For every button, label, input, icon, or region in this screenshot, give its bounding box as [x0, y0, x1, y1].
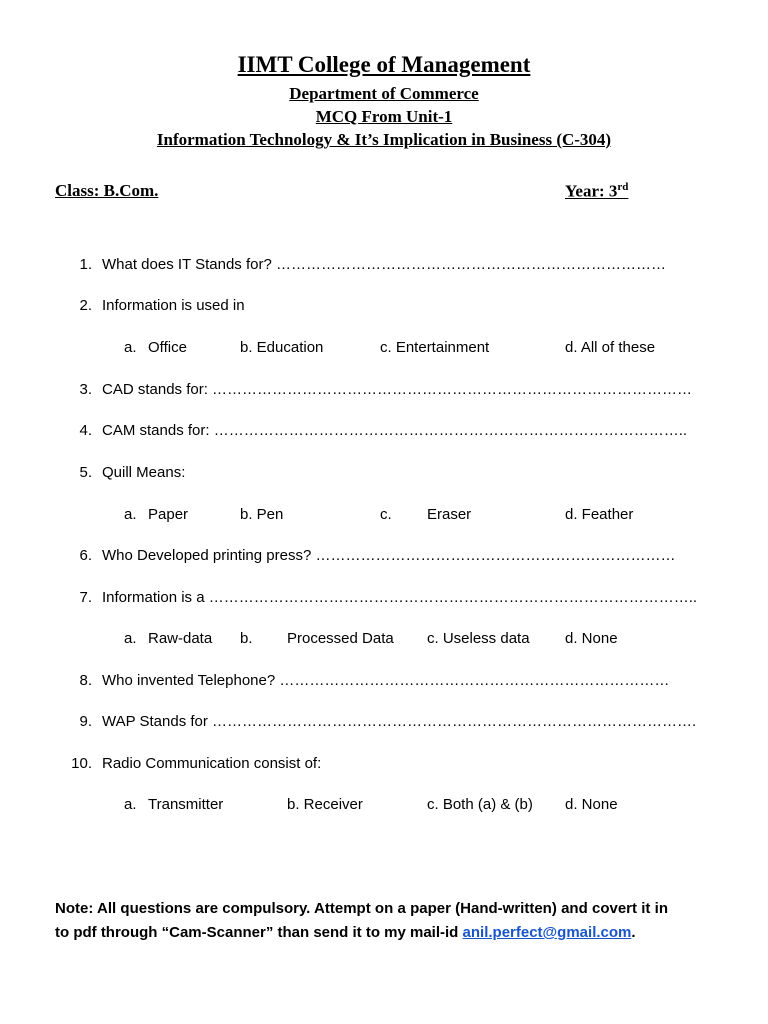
year-superscript: rd — [617, 181, 629, 193]
q7-option-b-letter: b. — [240, 630, 253, 647]
question-number: 5. — [79, 464, 92, 481]
q2-option-b: b. Education — [240, 339, 324, 356]
q7-option-d: d. None — [565, 630, 618, 647]
q5-option-a-letter: a. — [124, 506, 137, 523]
question-text: CAM stands for: ………………………………………………………………………………….. — [102, 422, 688, 439]
question-text: WAP Stands for ……………………………………………………………………………………. — [102, 713, 697, 730]
q7-option-a-letter: a. — [124, 630, 137, 647]
q7-option-b: Processed Data — [287, 630, 394, 647]
question-number: 4. — [79, 422, 92, 439]
question-text: Who Developed printing press? ……………………………………………………………… — [102, 547, 676, 564]
q5-option-a: Paper — [148, 506, 189, 523]
question-number: 1. — [79, 256, 92, 273]
question-text: Information is used in — [102, 297, 245, 314]
q10-option-a: Transmitter — [148, 796, 224, 813]
email-link[interactable]: anil.perfect@gmail.com — [462, 924, 632, 941]
question-number: 9. — [79, 713, 92, 730]
question-text: What does IT Stands for? …………………………………………………………………… — [102, 256, 666, 273]
q10-option-c: c. Both (a) & (b) — [427, 796, 533, 813]
question-text: CAD stands for: …………………………………………………………………………………… — [102, 381, 693, 398]
question-number: 2. — [79, 297, 92, 314]
q7-option-c: c. Useless data — [427, 630, 530, 647]
note-end: . — [631, 924, 636, 941]
class-label: Class: B.Com. — [55, 181, 159, 200]
q5-option-c: Eraser — [427, 506, 472, 523]
mcq-heading: MCQ From Unit-1 — [315, 107, 453, 126]
question-number: 8. — [79, 672, 92, 689]
q5-option-b: b. Pen — [240, 506, 284, 523]
q5-option-d: d. Feather — [565, 506, 634, 523]
year-label — [565, 181, 628, 202]
q10-option-d: d. None — [565, 796, 618, 813]
instructions-note — [55, 897, 668, 945]
question-text: Who invented Telephone? …………………………………………………………………… — [102, 672, 670, 689]
q2-option-a: Office — [148, 339, 187, 356]
subject-heading: Information Technology & It’s Implication in Business (C-304) — [156, 130, 612, 149]
year-text: Year: 3 — [565, 181, 618, 201]
q2-option-d: d. All of these — [565, 339, 656, 356]
question-number: 6. — [79, 547, 92, 564]
question-number: 7. — [79, 589, 92, 606]
question-number: 10. — [71, 755, 92, 772]
q2-option-a-letter: a. — [124, 339, 137, 356]
question-number: 3. — [79, 381, 92, 398]
q7-option-a: Raw-data — [148, 630, 213, 647]
question-text: Quill Means: — [102, 464, 186, 481]
question-text: Radio Communication consist of: — [102, 755, 322, 772]
department-heading: Department of Commerce — [289, 84, 479, 103]
question-text: Information is a …………………………………………………………………………………….. — [102, 589, 698, 606]
college-title: IIMT College of Management — [237, 52, 531, 77]
q2-option-c: c. Entertainment — [380, 339, 490, 356]
q10-option-b: b. Receiver — [287, 796, 363, 813]
note-text: Note: All questions are compulsory. Attempt on a paper (Hand-written) and covert it in to pdf through “Cam-Scanner” than send it to my mail-id — [55, 900, 668, 941]
q5-option-c-letter: c. — [380, 506, 392, 523]
q10-option-a-letter: a. — [124, 796, 137, 813]
